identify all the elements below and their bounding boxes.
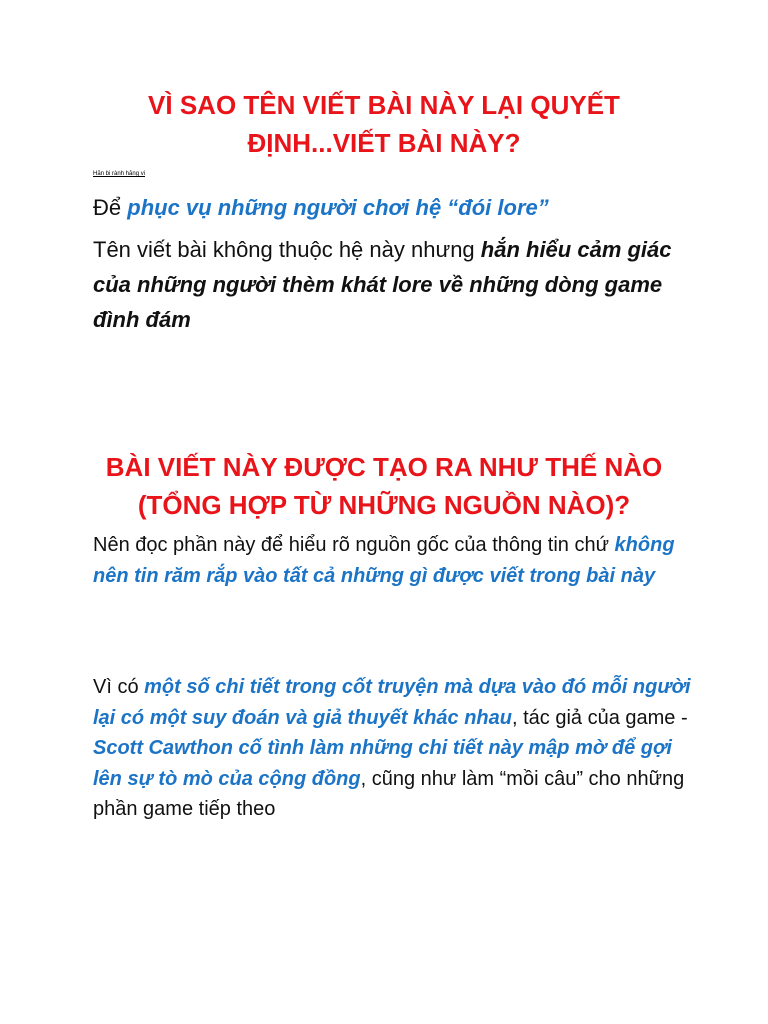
section-title-line-2: ĐỊNH...VIẾT BÀI NÀY? bbox=[247, 128, 521, 158]
paragraph-source-note bbox=[93, 530, 693, 591]
highlight-text: phục vụ những người chơi hệ “đói lore” bbox=[127, 195, 549, 220]
highlight-text: Scott Cawthon cố tình làm những chi tiết này mập mờ để gợi lên sự tò mò của cộng đồng bbox=[93, 737, 672, 790]
paragraph-text: , tác giả của game - bbox=[511, 706, 688, 729]
tiny-note: Hăn bi rành hăng vi bbox=[93, 171, 146, 177]
section-title-how bbox=[60, 448, 708, 524]
emphasis-text: hắn hiểu cảm giác của những người thèm khát lore về những dòng game đình đám bbox=[93, 237, 672, 332]
section-title-why bbox=[60, 86, 708, 162]
paragraph-text: , cũng như làm “mồi câu” cho những phần game tiếp theo bbox=[93, 767, 685, 820]
paragraph-author bbox=[93, 232, 693, 337]
paragraph-text: Nên đọc phần này để hiểu rõ nguồn gốc của thông tin chứ bbox=[93, 534, 615, 556]
highlight-text: không nên tin răm rắp vào tất cả những gì được viết trong bài này bbox=[93, 534, 675, 587]
paragraph-text: Để bbox=[93, 195, 128, 220]
paragraph-purpose bbox=[93, 190, 693, 225]
section-title-line-1: VÌ SAO TÊN VIẾT BÀI NÀY LẠI QUYẾT bbox=[148, 90, 620, 120]
section-title-line-1: BÀI VIẾT NÀY ĐƯỢC TẠO RA NHƯ THẾ NÀO bbox=[105, 452, 663, 482]
paragraph-text: Tên viết bài không thuộc hệ này nhưng bbox=[93, 237, 481, 262]
section-title-line-2: (TỔNG HỢP TỪ NHỮNG NGUỒN NÀO)? bbox=[137, 490, 631, 520]
paragraph-text: Vì có bbox=[93, 676, 145, 698]
paragraph-reason bbox=[93, 672, 693, 825]
highlight-text: một số chi tiết trong cốt truyện mà dựa vào đó mỗi người lại có một suy đoán và giả thuyết khác nhau bbox=[93, 676, 691, 729]
